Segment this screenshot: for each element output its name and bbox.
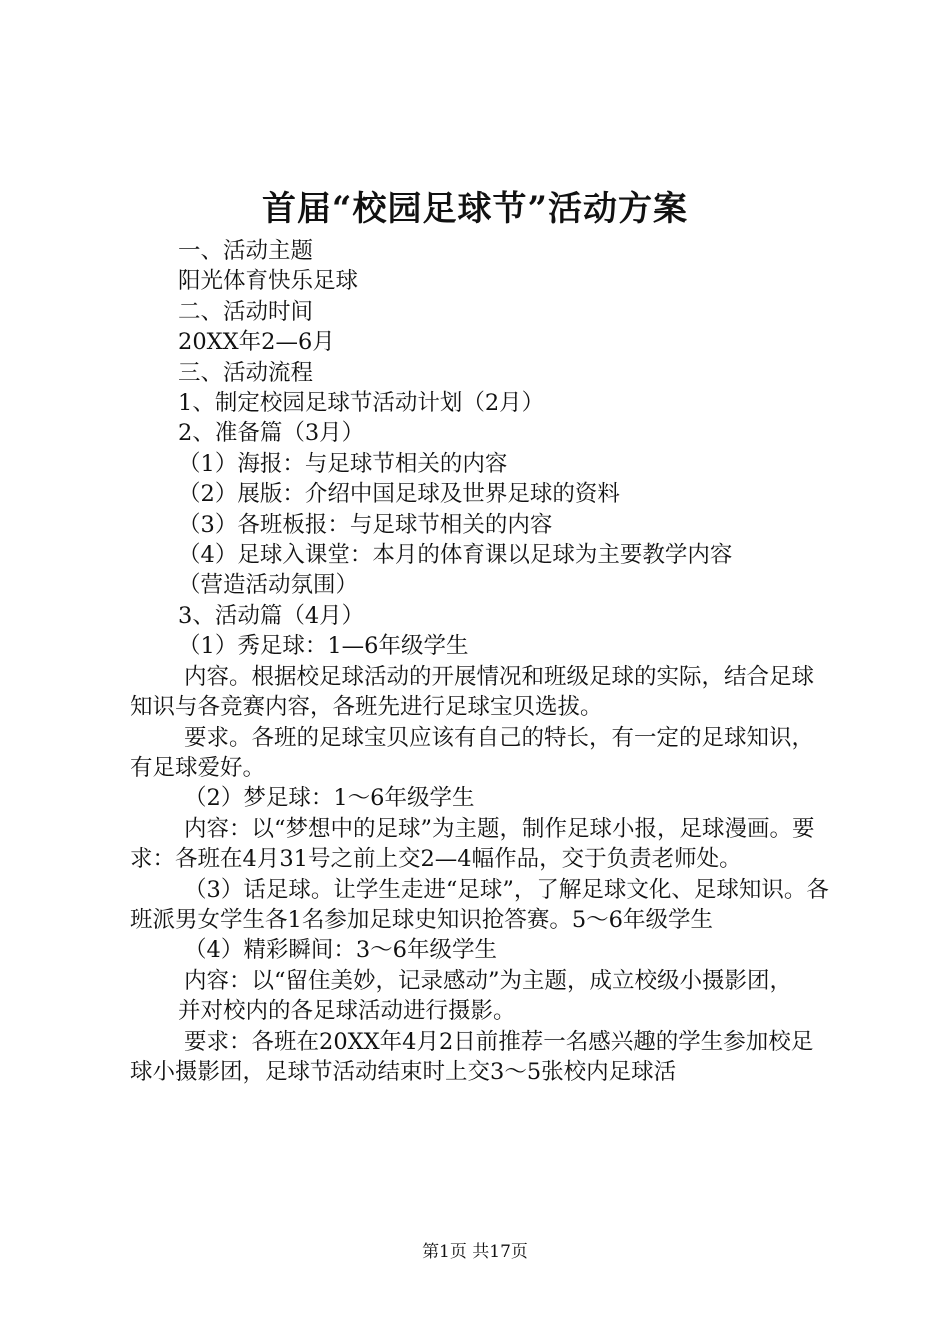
list-item-preparation: 2、准备篇（3月） [178, 420, 365, 447]
sub-item-atmosphere: （营造活动氛围） [178, 572, 359, 599]
paragraph-show-requirement: 要求。各班的足球宝贝应该有自己的特长，有一定的足球知识，有足球爱好。 [130, 724, 815, 781]
sub-item-classroom: （4）足球入课堂：本月的体育课以足球为主要教学内容 [178, 542, 733, 569]
section-heading-process: 三、活动流程 [178, 359, 314, 386]
document-title: 首届“校园足球节”活动方案 [261, 189, 689, 229]
paragraph-talk-football: （3）话足球。让学生走进“足球”，了解足球文化、足球知识。各班派男女学生各1名参加足球史知识抢答赛。5～6年级学生 [130, 876, 829, 933]
sub-item-show-football: （1）秀足球：1—6年级学生 [178, 633, 469, 660]
list-item-plan: 1、制定校园足球节活动计划（2月） [178, 390, 545, 417]
list-item-activity: 3、活动篇（4月） [178, 602, 365, 629]
sub-item-display-board: （2）展版：介绍中国足球及世界足球的资料 [178, 481, 620, 508]
paragraph-time: 20XX年2—6月 [178, 329, 335, 356]
paragraph-highlights-requirement: 要求：各班在20XX年4月2日前推荐一名感兴趣的学生参加校足球小摄影团，足球节活动结束时上交3～5张校内足球活 [130, 1028, 814, 1085]
section-heading-theme: 一、活动主题 [178, 238, 314, 264]
paragraph-theme: 阳光体育快乐足球 [178, 268, 359, 295]
sub-item-blackboard: （3）各班板报：与足球节相关的内容 [178, 511, 553, 538]
document-body [130, 236, 830, 1087]
sub-item-dream-football: （2）梦足球：1～6年级学生 [184, 785, 475, 812]
sub-item-poster: （1）海报：与足球节相关的内容 [178, 450, 508, 477]
page-footer: 第1页 共17页 [422, 1242, 528, 1262]
section-heading-time: 二、活动时间 [178, 298, 314, 325]
sub-item-highlights: （4）精彩瞬间：3～6年级学生 [184, 937, 497, 964]
paragraph-dream-content: 内容：以“梦想中的足球”为主题，制作足球小报，足球漫画。要求：各班在4月31号之前上交2—4幅作品，交于负责老师处。 [130, 815, 815, 873]
paragraph-show-content: 内容。根据校足球活动的开展情况和班级足球的实际，结合足球知识与各竞赛内容，各班先进行足球宝贝选拔。 [130, 663, 815, 721]
paragraph-highlights-content: 内容：以“留住美妙，记录感动”为主题，成立校级小摄影团， [184, 967, 793, 994]
paragraph-highlights-photo: 并对校内的各足球活动进行摄影。 [178, 998, 516, 1025]
